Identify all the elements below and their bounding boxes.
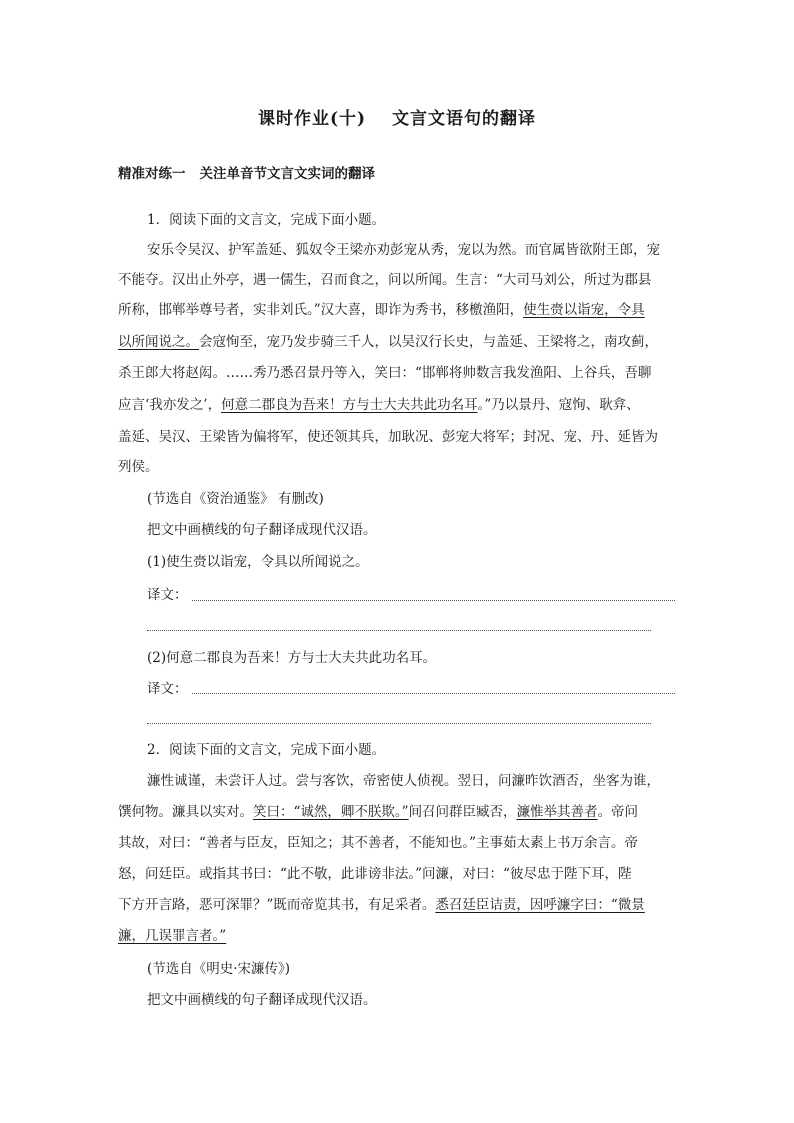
q2-passage-line: 其故，对曰：“善者与臣友，臣知之；其不善者，不能知也。”主事茹太素上书万余言。帝 — [118, 835, 639, 851]
q1-prompt: 1．阅读下面的文言文，完成下面小题。 — [147, 212, 386, 228]
passage-text: 。”乃以景丹、寇恂、耿弇、 — [477, 397, 640, 413]
page-title — [0, 104, 794, 129]
q1-sentence-1: (1)使生赍以诣宠，令具以所闻说之。 — [147, 554, 369, 570]
passage-text: 。帝问 — [597, 804, 639, 820]
answer-blank-1a[interactable] — [192, 600, 675, 601]
answer-label-1: 译文： — [147, 587, 188, 603]
title-main: 课时作业(十) — [257, 109, 367, 129]
title-sub: 文言文语句的翻译 — [392, 109, 537, 129]
underlined-sentence-1: 使生赍以诣宠，令具 — [523, 302, 645, 318]
q2-source: (节选自《明史·宋濂传》) — [147, 961, 291, 977]
underlined-sentence-5: 悉召廷臣诘责，因呼濂字曰：“微景 — [435, 897, 645, 913]
passage-text: 应言‘我亦发之’， — [118, 397, 222, 413]
passage-text: 间召问群臣臧否， — [408, 804, 517, 820]
q1-passage-line: 安乐令吴汉、护军盖延、狐奴令王梁亦劝彭宠从秀，宠以为然。而官属皆欲附王郎，宠 — [147, 242, 660, 258]
underlined-sentence-1-cont: 以所闻说之。 — [118, 334, 199, 350]
answer-blank-2a[interactable] — [192, 693, 675, 694]
q1-passage-line: 不能夺。汉出止外亭，遇一儒生，召而食之，问以所闻。生言：“大司马刘公，所过为郡县 — [118, 272, 652, 288]
answer-blank-1b[interactable] — [147, 630, 651, 631]
underlined-sentence-2: 何意二郡良为吾来！方与士大夫共此功名耳 — [221, 397, 478, 413]
underlined-sentence-3: 笑曰：“诚然，卿不朕欺。” — [253, 804, 409, 820]
q1-sentence-2: (2)何意二郡良为吾来！方与士大夫共此功名耳。 — [147, 650, 437, 666]
section-text: 关注单音节文言文实词的翻译 — [199, 166, 375, 182]
q2-passage-line — [118, 803, 678, 821]
q2-instruction: 把文中画横线的句子翻译成现代汉语。 — [147, 992, 377, 1008]
q2-passage-line: 怒，问廷臣。或指其书曰：“此不敬，此诽谤非法。”问濂，对曰：“彼尽忠于陛下耳，陛 — [118, 866, 632, 882]
passage-text: 馔何物。濂具以实对。 — [118, 804, 253, 820]
underlined-sentence-4: 濂惟举其善者 — [516, 804, 598, 820]
q1-passage-line: 列侯。 — [118, 459, 159, 475]
q2-passage-line: 濂性诚谨，未尝讦人过。尝与客饮，帝密使人侦视。翌日，问濂昨饮酒否，坐客为谁， — [147, 773, 660, 789]
passage-text: 会寇恂至，宠乃发步骑三千人，以吴汉行长史，与盖延、王梁将之，南攻蓟， — [199, 334, 658, 350]
q2-prompt: 2．阅读下面的文言文，完成下面小题。 — [147, 742, 386, 758]
underlined-sentence-5-cont: 濂，几误罪言者。” — [118, 928, 227, 944]
q1-source: (节选自《资治通鉴》 有删改) — [147, 491, 324, 507]
passage-text: 所称，邯郸举尊号者，实非刘氏。”汉大喜，即诈为秀书，移檄渔阳， — [118, 302, 524, 318]
section-heading — [118, 162, 375, 182]
q1-passage-line — [118, 333, 678, 351]
passage-text: 下方开言路，恶可深罪？”既而帝览其书，有足采者。 — [118, 897, 436, 913]
answer-blank-2b[interactable] — [147, 723, 651, 724]
q2-passage-line — [118, 927, 678, 945]
q1-passage-line: 盖延、吴汉、王梁皆为偏将军，使还领其兵，加耿况、彭宠大将军；封况、宠、丹、延皆为 — [118, 429, 658, 445]
q1-passage-line: 杀王郎大将赵闳。……秀乃悉召景丹等入，笑曰：“邯郸将帅数言我发渔阳、上谷兵，吾聊 — [118, 365, 652, 381]
q1-passage-line — [118, 396, 678, 414]
section-label: 精准对练一 — [118, 166, 186, 182]
answer-label-2: 译文： — [147, 681, 188, 697]
q1-passage-line — [118, 301, 678, 319]
q2-passage-line — [118, 896, 678, 914]
q1-instruction: 把文中画横线的句子翻译成现代汉语。 — [147, 522, 377, 538]
